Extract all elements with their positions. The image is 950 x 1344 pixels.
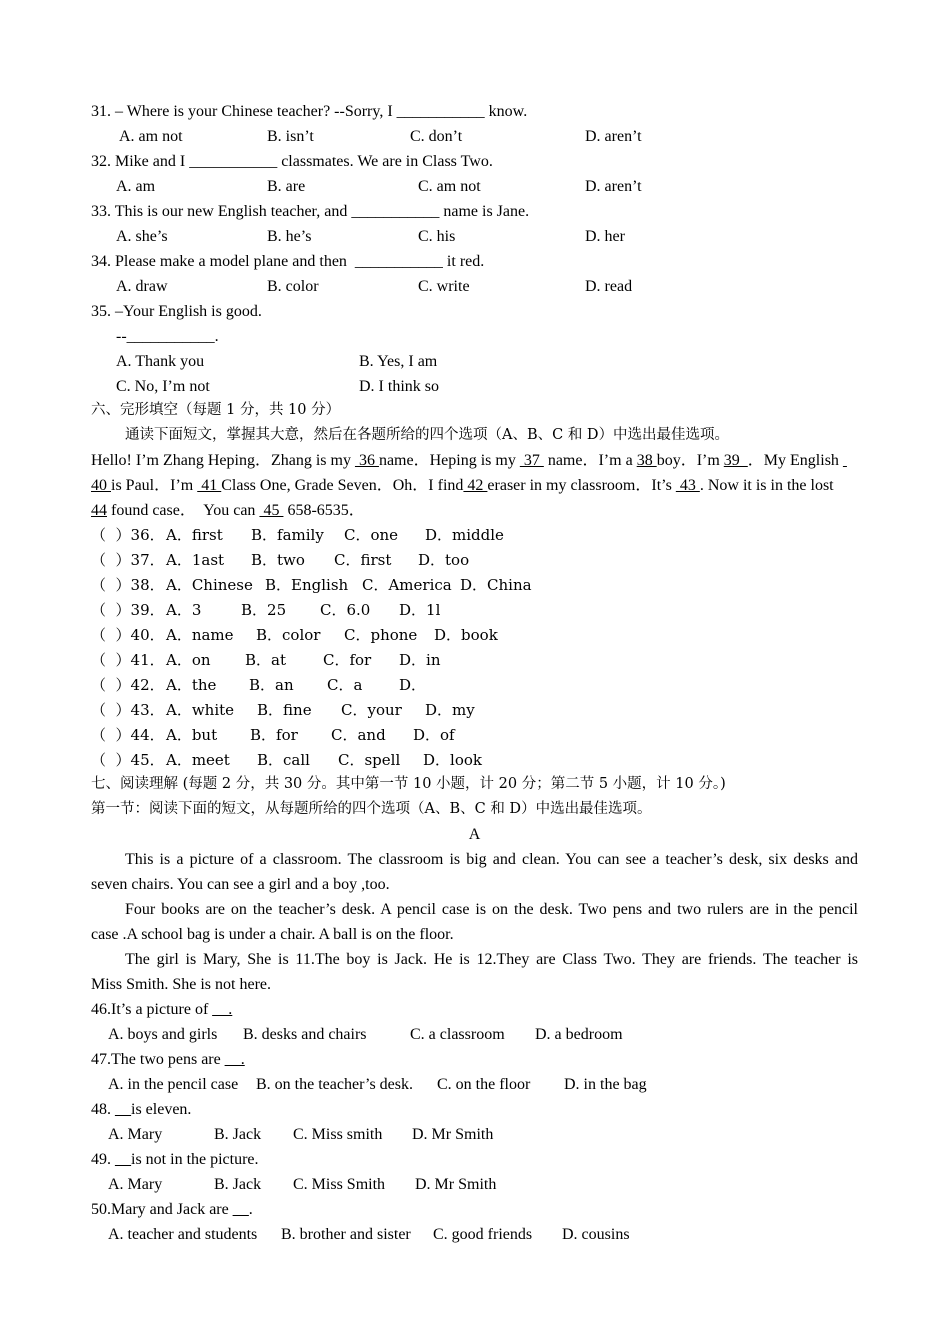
reading-q49-option-a: A. Mary (108, 1176, 163, 1193)
passage-para-2-line-2: case .A school bag is under a chair. A ball is on the floor. (91, 926, 454, 943)
cloze-passage-line-2: 40 is Paul．I’m 41 Class One, Grade Seven．Oh．I find 42 eraser in my classroom．It’s 43 . Now it is in the lost (91, 477, 834, 494)
cloze-q37-option-d: D．too (418, 551, 470, 569)
cloze-q39-option-d: D．1l (399, 601, 441, 619)
reading-q47-option-b: B. on the teacher’s desk. (256, 1076, 413, 1093)
passage-label: A (468, 826, 481, 843)
reading-q48-option-b: B. Jack (214, 1126, 262, 1143)
reading-q47-option-c: C. on the floor (437, 1076, 531, 1093)
reading-q50-stem: 50.Mary and Jack are __. (91, 1201, 253, 1218)
q32-option-c: C. am not (418, 178, 481, 195)
cloze-q43-option-d: D．my (425, 701, 475, 719)
q35-reply-blank: --___________. (116, 328, 219, 345)
blank-45: 45 (259, 502, 284, 519)
cloze-q38-option-d: D．China (460, 576, 532, 594)
q32-option-d: D. aren’t (585, 178, 642, 195)
passage-para-1-line-1: This is a picture of a classroom. The classroom is big and clean. You can see a teacher’s desk, six desks and (125, 851, 858, 868)
q33-option-d: D. her (585, 228, 625, 245)
cloze-q36-option-b: B．family (251, 526, 324, 544)
cloze-q39-option-a: A．3 (166, 601, 202, 619)
q31-option-c: C. don’t (410, 128, 463, 145)
blank-36: 36 (354, 452, 379, 469)
cloze-instruction: 通读下面短文，掌握其大意，然后在各题所给的四个选项（A、B、C 和 D）中选出最佳选项。 (125, 427, 730, 443)
cloze-q36-number: （ ）36． (91, 526, 165, 544)
q31-option-b: B. isn’t (267, 128, 314, 145)
cloze-q42-option-b: B．an (249, 676, 294, 694)
q35-option-b: B. Yes, I am (359, 353, 438, 370)
q34-option-b: B. color (267, 278, 319, 295)
reading-q46-option-b: B. desks and chairs (243, 1026, 367, 1043)
cloze-q45-option-a: A．meet (166, 751, 230, 769)
cloze-q43-option-b: B．fine (257, 701, 312, 719)
passage-para-2-line-1: Four books are on the teacher’s desk. A pencil case is on the desk. Two pens and two rulers are in the pencil (125, 901, 858, 918)
reading-q50-option-a: A. teacher and students (108, 1226, 258, 1243)
cloze-q41-number: （ ）41． (91, 651, 165, 669)
answer-blank: __ (115, 1151, 131, 1168)
cloze-q45-option-d: D．look (423, 751, 482, 769)
cloze-q38-option-a: A．Chinese (166, 576, 253, 594)
reading-section-1-instruction: 第一节：阅读下面的短文，从每题所给的四个选项（A、B、C 和 D）中选出最佳选项。 (91, 801, 652, 817)
q34-option-c: C. write (418, 278, 470, 295)
cloze-q39-option-b: B．25 (241, 601, 287, 619)
passage-para-3-line-1: The girl is Mary, She is 11.The boy is Jack. He is 12.They are Class Two. They are friends. The teacher is (125, 951, 858, 968)
cloze-q41-option-a: A．on (166, 651, 211, 669)
q32-option-a: A. am (116, 178, 156, 195)
cloze-q40-option-b: B．color (256, 626, 321, 644)
reading-q49-option-d: D. Mr Smith (415, 1176, 497, 1193)
cloze-q40-option-d: D．book (434, 626, 498, 644)
question-32-stem: 32. Mike and I ___________ classmates. We are in Class Two. (91, 153, 493, 170)
passage-para-3-line-2: Miss Smith. She is not here. (91, 976, 272, 993)
q33-option-a: A. she’s (116, 228, 168, 245)
cloze-q43-option-c: C．your (341, 701, 402, 719)
reading-q47-option-a: A. in the pencil case (108, 1076, 239, 1093)
cloze-q39-option-c: C．6.0 (320, 601, 371, 619)
cloze-q44-option-d: D．of (413, 726, 455, 744)
reading-q49-option-c: C. Miss Smith (293, 1176, 386, 1193)
q31-option-a: A. am not (119, 128, 183, 145)
answer-blank: __. (212, 1001, 233, 1018)
cloze-q44-option-c: C．and (331, 726, 386, 744)
cloze-q38-option-c: C．America (362, 576, 452, 594)
cloze-q45-number: （ ）45． (91, 751, 165, 769)
reading-q50-option-b: B. brother and sister (281, 1226, 411, 1243)
cloze-q37-option-a: A．1ast (166, 551, 225, 569)
q35-option-c: C. No, I’m not (116, 378, 210, 395)
cloze-q39-number: （ ）39． (91, 601, 165, 619)
cloze-q38-number: （ ）38． (91, 576, 165, 594)
cloze-q42-option-d: D． (399, 676, 427, 694)
cloze-q38-option-b: B．English (265, 576, 349, 594)
cloze-q41-option-b: B．at (245, 651, 286, 669)
cloze-q43-option-a: A．white (166, 701, 235, 719)
blank-37: 37 (519, 452, 544, 469)
blank-43: 43 (675, 477, 700, 494)
q31-option-d: D. aren’t (585, 128, 642, 145)
cloze-q40-option-c: C．phone (344, 626, 418, 644)
cloze-q36-option-d: D．middle (425, 526, 504, 544)
q35-option-d: D. I think so (359, 378, 439, 395)
cloze-q41-option-c: C．for (323, 651, 372, 669)
answer-blank: __ (115, 1101, 131, 1118)
cloze-q44-option-b: B．for (250, 726, 298, 744)
cloze-passage-line-3: 44 found case． You can 45 658-6535． (91, 502, 365, 519)
blank-42: 42 (463, 477, 488, 494)
cloze-q45-option-c: C．spell (338, 751, 401, 769)
reading-heading: 七、阅读理解 (每题 2 分，共 30 分。其中第一节 10 小题，计 20 分；第二节 5 小题，计 10 分。) (91, 776, 726, 792)
q34-option-d: D. read (585, 278, 633, 295)
cloze-q36-option-a: A．first (166, 526, 223, 544)
cloze-q37-option-b: B．two (251, 551, 305, 569)
reading-q46-option-d: D. a bedroom (535, 1026, 623, 1043)
reading-q46-option-a: A. boys and girls (108, 1026, 218, 1043)
blank-40: 40 (91, 477, 111, 494)
q34-option-a: A. draw (116, 278, 168, 295)
question-35-stem: 35. –Your English is good. (91, 303, 262, 320)
reading-q49-option-b: B. Jack (214, 1176, 262, 1193)
reading-q49-stem: 49. __is not in the picture. (91, 1151, 259, 1168)
passage-para-1-line-2: seven chairs. You can see a girl and a boy ,too. (91, 876, 390, 893)
blank-38: 38 (636, 452, 657, 469)
cloze-q40-number: （ ）40． (91, 626, 165, 644)
cloze-passage-line-1: Hello! I’m Zhang Heping．Zhang is my 36 name．Heping is my 37 name．I’m a 38 boy．I’m 39 ．My English (91, 452, 843, 469)
reading-q48-stem: 48. __is eleven. (91, 1101, 192, 1118)
cloze-q42-option-c: C．a (327, 676, 363, 694)
question-33-stem: 33. This is our new English teacher, and ___________ name is Jane. (91, 203, 530, 220)
cloze-q37-option-c: C．first (334, 551, 392, 569)
cloze-q41-option-d: D．in (399, 651, 441, 669)
q35-option-a: A. Thank you (116, 353, 205, 370)
cloze-q43-number: （ ）43． (91, 701, 165, 719)
blank-41: 41 (197, 477, 222, 494)
reading-q46-option-c: C. a classroom (410, 1026, 505, 1043)
q32-option-b: B. are (267, 178, 306, 195)
reading-q50-option-c: C. good friends (433, 1226, 533, 1243)
cloze-q37-number: （ ）37． (91, 551, 165, 569)
cloze-q44-number: （ ）44． (91, 726, 165, 744)
answer-blank: __ (232, 1201, 249, 1218)
reading-q48-option-c: C. Miss smith (293, 1126, 383, 1143)
q33-option-b: B. he’s (267, 228, 312, 245)
reading-q47-stem: 47.The two pens are __. (91, 1051, 245, 1068)
reading-q47-option-d: D. in the bag (564, 1076, 647, 1093)
cloze-q42-number: （ ）42． (91, 676, 165, 694)
cloze-q42-option-a: A．the (166, 676, 217, 694)
cloze-q45-option-b: B．call (257, 751, 310, 769)
reading-q46-stem: 46.It’s a picture of __. (91, 1001, 233, 1018)
blank-39: 39 (723, 452, 748, 469)
cloze-heading: 六、完形填空（每题 1 分，共 10 分） (91, 402, 341, 418)
reading-q48-option-a: A. Mary (108, 1126, 163, 1143)
reading-q48-option-d: D. Mr Smith (412, 1126, 494, 1143)
answer-blank: __. (224, 1051, 245, 1068)
reading-q50-option-d: D. cousins (562, 1226, 630, 1243)
question-34-stem: 34. Please make a model plane and then ___________ it red. (91, 253, 485, 270)
q33-option-c: C. his (418, 228, 456, 245)
cloze-q40-option-a: A．name (166, 626, 234, 644)
cloze-q44-option-a: A．but (166, 726, 218, 744)
question-31-stem: 31. – Where is your Chinese teacher? --Sorry, I ___________ know. (91, 103, 528, 120)
cloze-q36-option-c: C．one (344, 526, 399, 544)
blank-44: 44 (91, 502, 107, 519)
